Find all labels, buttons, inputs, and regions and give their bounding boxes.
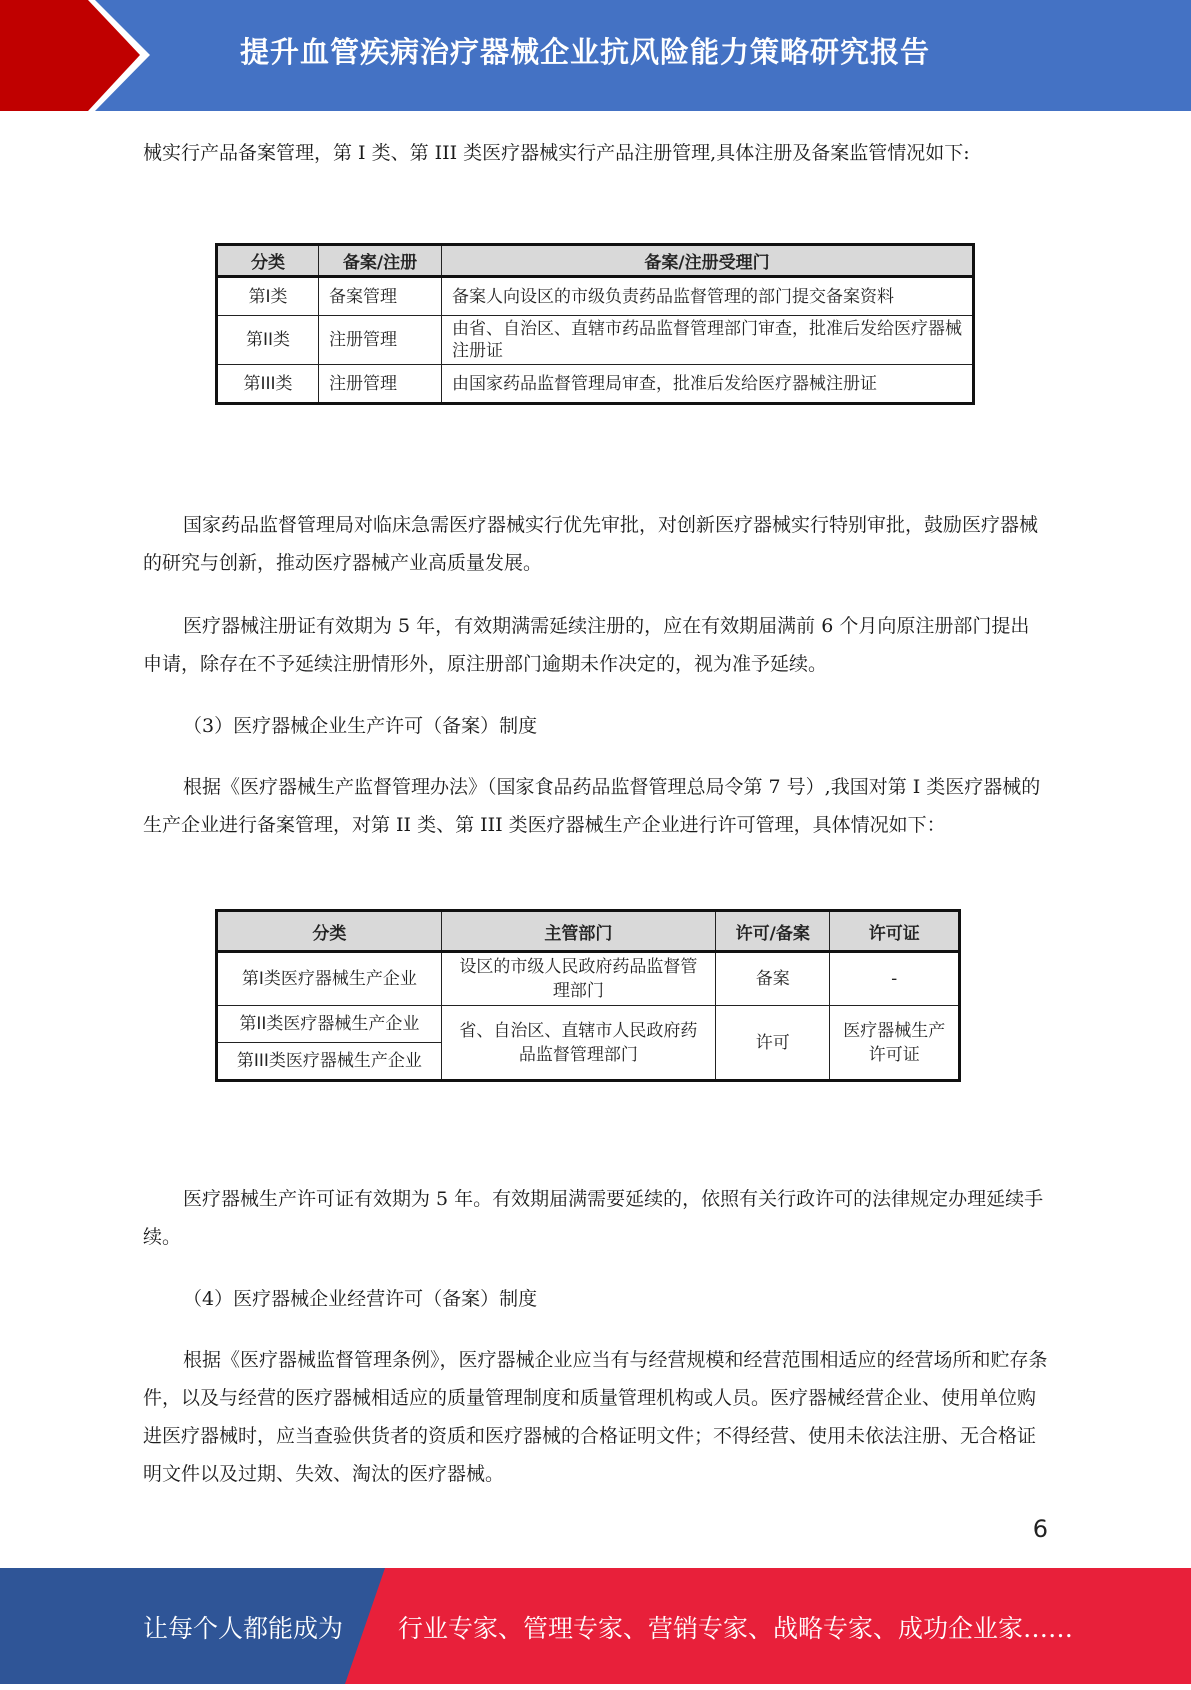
table-cell: 备案管理 bbox=[319, 277, 442, 316]
table-header-row bbox=[217, 245, 974, 277]
paragraph-registration-intro: 械实行产品备案管理，第 I 类、第 III 类医疗器械实行产品注册管理,具体注册及备案监管情况如下: bbox=[143, 142, 970, 164]
section-heading-operation-license: （4）医疗器械企业经营许可（备案）制度 bbox=[183, 1288, 538, 1310]
page-header bbox=[0, 0, 1191, 111]
paragraph-production-license-validity: 医疗器械生产许可证有效期为 5 年。有效期届满需要延续的，依照有关行政许可的法律规定办理延续手续。 bbox=[143, 1188, 1044, 1248]
table-cell: 由国家药品监督管理局审查，批准后发给医疗器械注册证 bbox=[442, 365, 974, 404]
table-cell: 许可 bbox=[716, 1006, 830, 1081]
page-footer bbox=[0, 1568, 1191, 1684]
header-chevron-decoration bbox=[0, 0, 155, 111]
paragraph-operation-rules: 根据《医疗器械监督管理条例》，医疗器械企业应当有与经营规模和经营范围相适应的经营场所和贮存条件，以及与经营的医疗器械相适应的质量管理制度和质量管理机构或人员。医疗器械经营企业、使用单位购进医疗器械时，应当查验供货者的资质和医疗器械的合格证明文件；不得经营、使用未依法注册、无合格证明文件以及过期、失效、淘汰的医疗器械。 bbox=[143, 1349, 1048, 1485]
table-cell: 第III类 bbox=[217, 365, 319, 404]
table-cell: 备案人向设区的市级负责药品监督管理的部门提交备案资料 bbox=[442, 277, 974, 316]
table-header-cell: 分类 bbox=[217, 245, 319, 277]
table-header-cell: 主管部门 bbox=[441, 911, 715, 952]
paragraph-certificate-validity: 医疗器械注册证有效期为 5 年，有效期满需延续注册的，应在有效期届满前 6 个月向原注册部门提出申请，除存在不予延续注册情形外，原注册部门逾期未作决定的，视为准予延续。 bbox=[143, 615, 1030, 675]
table-row bbox=[217, 952, 960, 1006]
table-cell: 第II类医疗器械生产企业 bbox=[217, 1006, 442, 1043]
table-header-row bbox=[217, 911, 960, 952]
table-cell: - bbox=[830, 952, 960, 1006]
table-header-cell: 许可证 bbox=[830, 911, 960, 952]
table-cell: 第III类医疗器械生产企业 bbox=[217, 1043, 442, 1081]
table-cell: 第II类 bbox=[217, 316, 319, 365]
table-row bbox=[217, 277, 974, 316]
registration-table bbox=[215, 243, 975, 405]
table-header-cell: 分类 bbox=[217, 911, 442, 952]
table-cell: 注册管理 bbox=[319, 365, 442, 404]
report-title: 提升血管疾病治疗器械企业抗风险能力策略研究报告 bbox=[240, 35, 931, 69]
table-header-cell: 备案/注册 bbox=[319, 245, 442, 277]
table-cell: 第I类 bbox=[217, 277, 319, 316]
table-cell: 设区的市级人民政府药品监督管理部门 bbox=[441, 952, 715, 1006]
section-heading-production-license: （3）医疗器械企业生产许可（备案）制度 bbox=[183, 715, 538, 737]
table-row bbox=[217, 1006, 960, 1043]
paragraph-production-rules: 根据《医疗器械生产监督管理办法》（国家食品药品监督管理总局令第 7 号）,我国对第 I 类医疗器械的生产企业进行备案管理，对第 II 类、第 III 类医疗器械生产企业进行许可管理，具体情况如下： bbox=[143, 776, 1041, 836]
production-license-table bbox=[215, 909, 961, 1082]
table-cell: 注册管理 bbox=[319, 316, 442, 365]
paragraph-priority-review: 国家药品监督管理局对临床急需医疗器械实行优先审批，对创新医疗器械实行特别审批，鼓励医疗器械的研究与创新，推动医疗器械产业高质量发展。 bbox=[143, 514, 1039, 574]
page-number: 6 bbox=[1032, 1515, 1048, 1543]
table-row bbox=[217, 316, 974, 365]
table-cell: 医疗器械生产许可证 bbox=[830, 1006, 960, 1081]
footer-slogan-right: 行业专家、管理专家、营销专家、战略专家、成功企业家…… bbox=[398, 1614, 1074, 1643]
table-cell: 第I类医疗器械生产企业 bbox=[217, 952, 442, 1006]
table-header-cell: 备案/注册受理门 bbox=[442, 245, 974, 277]
table-cell: 省、自治区、直辖市人民政府药品监督管理部门 bbox=[441, 1006, 715, 1081]
footer-slogan-left: 让每个人都能成为 bbox=[143, 1614, 344, 1643]
table-row bbox=[217, 365, 974, 404]
table-header-cell: 许可/备案 bbox=[716, 911, 830, 952]
table-cell: 备案 bbox=[716, 952, 830, 1006]
table-cell: 由省、自治区、直辖市药品监督管理部门审查，批准后发给医疗器械注册证 bbox=[442, 316, 974, 365]
